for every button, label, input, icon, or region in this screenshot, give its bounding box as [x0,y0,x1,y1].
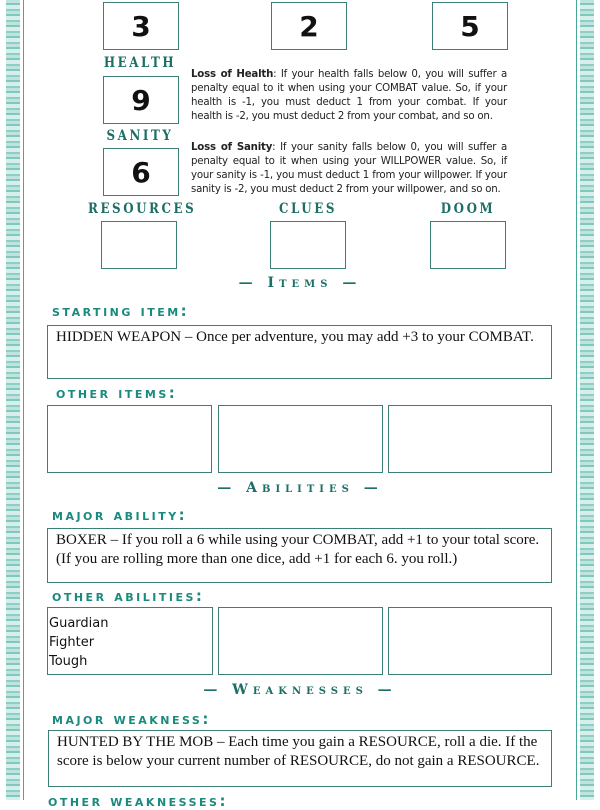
ability-item: Fighter [49,635,95,650]
other-items-header: other items: [56,384,178,402]
other-weaknesses-header: other weaknesses: [48,792,228,810]
abilities-section-title: — Abilities — [217,480,383,496]
rule-title: Loss of Sanity [191,142,273,153]
other-item-slot[interactable] [47,405,212,473]
other-abilities-slot[interactable] [388,607,552,675]
resources-box[interactable] [101,221,177,269]
rule-title: Loss of Health [191,69,274,80]
loss-of-sanity-rule [191,141,507,197]
doom-box[interactable] [430,221,506,269]
major-weakness-header: major weakness: [52,710,211,728]
starting-item-header: starting item: [52,302,190,320]
other-abilities-header: other abilities: [52,587,205,605]
major-weakness-field[interactable]: HUNTED BY THE MOB – Each time you gain a RESOURCE, roll a die. If the score is below your current number of RESOURCE, do not gain a RESOURCE. [48,730,552,787]
major-ability-field[interactable]: BOXER – If you roll a 6 while using your COMBAT, add +1 to your total score. (If you are rolling more than one dice, add +1 for each 6. you roll.) [47,528,552,583]
page-border-right [580,0,594,800]
ability-item: Tough [49,654,88,669]
major-ability-header: major ability: [52,506,188,524]
other-item-slot[interactable] [388,405,552,473]
clues-label: CLUES [279,201,337,217]
rule-text: : If your sanity falls below 0, you will suffer a penalty equal to it when using your WILLPOWER value. So, if your sanity is -1, you must deduct 1 from your willpower. If your sanity is -2, you must deduct 2 from your willpower, and so on. [191,142,507,195]
health-box[interactable]: 9 [103,76,179,124]
clues-box[interactable] [270,221,346,269]
stat-box-1[interactable]: 3 [103,2,179,50]
items-section-title: — Items — [238,275,362,291]
other-abilities-slot[interactable] [218,607,383,675]
sanity-box[interactable]: 6 [103,148,179,196]
stat-box-2[interactable]: 2 [271,2,347,50]
stat-box-3[interactable]: 5 [432,2,508,50]
health-label: HEALTH [103,55,177,71]
other-abilities-slot[interactable] [47,607,213,675]
border-line [23,0,24,800]
sanity-label: SANITY [106,128,174,144]
page-border-left [6,0,20,800]
resources-label: RESOURCES [88,201,197,217]
other-item-slot[interactable] [218,405,383,473]
weaknesses-section-title: — Weaknesses — [203,682,397,698]
border-line [576,0,577,800]
starting-item-field[interactable]: HIDDEN WEAPON – Once per adventure, you may add +3 to your COMBAT. [47,325,552,379]
ability-item: Guardian [49,616,109,631]
doom-label: DOOM [440,201,496,217]
loss-of-health-rule [191,68,507,124]
rule-text: : If your health falls below 0, you will suffer a penalty equal to it when using your COMBAT value. So, if your health is -1, you must deduct 1 from your combat. If your health is -2, you must deduct 2 from your combat, and so on. [191,69,507,122]
